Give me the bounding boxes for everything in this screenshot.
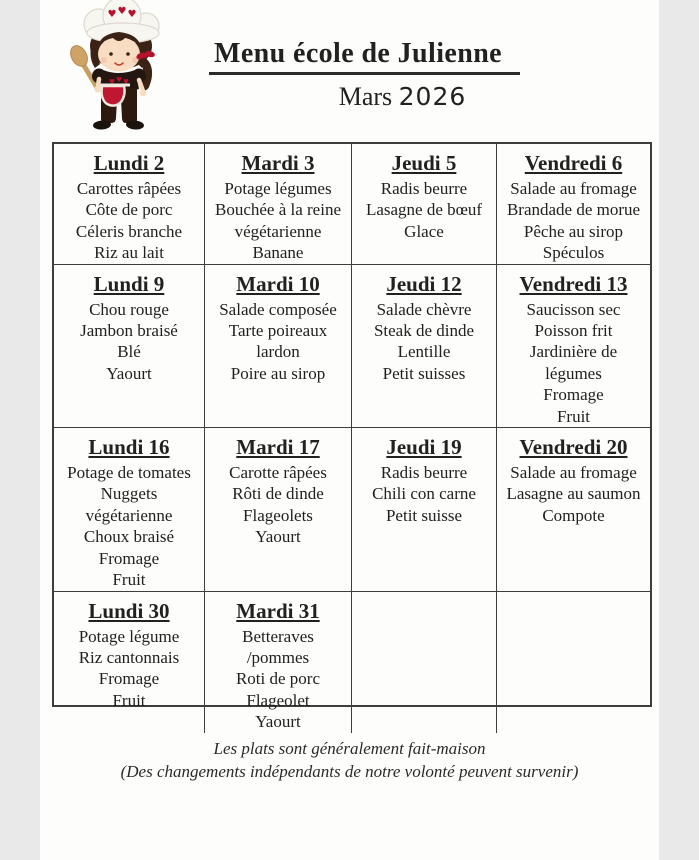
menu-item: Radis beurre	[380, 179, 468, 198]
menu-day-cell	[54, 428, 205, 591]
document-header	[40, 38, 659, 112]
day-title: Mardi 3	[241, 151, 315, 175]
menu-item: Fruit	[556, 406, 591, 426]
heart-icon: ♥	[122, 78, 130, 86]
menu-day-cell	[205, 592, 352, 733]
menu-item: Carotte râpées	[229, 463, 327, 483]
menu-item: Choux braisé	[83, 527, 175, 547]
menu-day-cell	[352, 592, 497, 733]
menu-item: Spéculos	[542, 243, 605, 263]
menu-item: Jambon braisé	[80, 321, 178, 341]
menu-item: Fromage	[543, 385, 604, 405]
day-title: Jeudi 5	[391, 151, 457, 175]
menu-item: Potage de tomates	[67, 463, 191, 483]
heart-icon: ♥	[108, 78, 116, 86]
menu-item: Céleris branche	[75, 221, 183, 241]
footer-note	[40, 738, 659, 784]
footer-line-2: (Des changements indépendants de notre volonté peuvent survenir)	[120, 761, 579, 781]
menu-item: Salade au fromage	[510, 463, 637, 483]
menu-item: Côte de porc	[85, 200, 173, 220]
menu-day-cell	[497, 144, 650, 265]
day-title: Vendredi 20	[519, 435, 628, 460]
heart-icon: ♥	[117, 6, 127, 17]
menu-item: Saucisson sec	[526, 299, 621, 319]
heart-icon: ♥	[127, 9, 137, 20]
menu-item: Fromage	[98, 669, 160, 689]
day-title: Lundi 2	[93, 151, 165, 175]
day-title: Jeudi 19	[386, 435, 462, 460]
menu-item: Riz cantonnais	[78, 647, 180, 667]
menu-item: Fromage	[98, 548, 160, 568]
menu-day-cell	[205, 265, 352, 428]
menu-item: Chili con carne	[372, 484, 476, 504]
menu-item: Carottes râpées	[76, 179, 182, 198]
menu-day-cell	[497, 265, 650, 428]
day-title: Lundi 9	[93, 271, 165, 296]
menu-day-cell	[205, 144, 352, 265]
menu-item: Poisson frit	[534, 321, 613, 341]
menu-item: Steak de dinde	[373, 321, 475, 341]
menu-item: Salade chèvre	[376, 299, 472, 319]
menu-item: Radis beurre	[380, 463, 468, 483]
menu-item: Rôti de dinde	[232, 484, 324, 504]
menu-item: Tarte poireaux lardon	[228, 321, 328, 362]
day-title: Mardi 10	[236, 271, 320, 296]
shoes	[93, 120, 145, 130]
menu-day-cell	[497, 428, 650, 591]
menu-item: Poire au sirop	[230, 363, 326, 383]
menu-item: Betteraves /pommes	[242, 626, 314, 667]
menu-item: Chou rouge	[89, 299, 169, 319]
menu-item: Lasagne au saumon	[506, 484, 641, 504]
day-title: Mardi 17	[236, 435, 320, 460]
menu-item: Pêche au sirop	[523, 221, 624, 241]
menu-item: Nuggets végétarienne	[85, 484, 173, 525]
menu-day-cell	[352, 144, 497, 265]
menu-item: Yaourt	[255, 712, 301, 732]
menu-item: Brandade de morue	[506, 200, 641, 220]
menu-item: Riz au lait	[94, 243, 164, 263]
menu-item: Petit suisse	[385, 505, 463, 525]
menu-item: Lentille	[397, 342, 451, 362]
page-title: Menu école de Julienne	[209, 38, 520, 75]
menu-item: Yaourt	[106, 363, 152, 383]
menu-grid	[52, 142, 652, 732]
menu-item: Fruit	[112, 570, 146, 590]
menu-item: Salade au fromage	[510, 179, 637, 198]
menu-day-cell	[352, 428, 497, 591]
menu-document	[40, 0, 659, 860]
menu-item: Flageolets	[243, 505, 313, 525]
menu-item: Potage légume	[78, 626, 180, 646]
footer-line-1: Les plats sont généralement fait-maison	[213, 739, 486, 758]
menu-day-cell	[497, 592, 650, 733]
day-title: Lundi 16	[88, 435, 170, 460]
page-subtitle	[93, 82, 699, 112]
month-label: Mars	[338, 82, 393, 111]
day-title: Jeudi 12	[386, 271, 462, 296]
menu-item: Yaourt	[255, 527, 301, 547]
menu-item: Lasagne de bœuf	[365, 200, 483, 220]
menu-item: Salade composée	[219, 299, 337, 319]
menu-item: Banane	[252, 243, 304, 263]
menu-day-cell	[54, 144, 205, 265]
menu-item: Roti de porc	[235, 669, 321, 689]
menu-item: Fruit	[112, 690, 146, 710]
menu-day-cell	[352, 265, 497, 428]
menu-item: Compote	[542, 505, 605, 525]
day-title: Vendredi 6	[524, 151, 623, 175]
menu-item: Flageolet	[246, 690, 310, 710]
menu-item: Jardinière de légumes	[529, 342, 618, 383]
menu-day-cell	[205, 428, 352, 591]
menu-day-cell	[54, 592, 205, 733]
menu-item: Petit suisses	[382, 363, 466, 383]
menu-item: Glace	[404, 221, 444, 241]
day-title: Vendredi 13	[519, 271, 628, 296]
heart-icon: ♥	[115, 76, 123, 84]
year-label: 2026	[398, 82, 467, 111]
menu-item: Bouchée à la reine végétarienne	[214, 200, 341, 241]
menu-item: Potage légumes	[224, 179, 332, 198]
day-title: Mardi 31	[236, 598, 320, 623]
menu-day-cell	[54, 265, 205, 428]
heart-icon: ♥	[107, 9, 117, 20]
menu-item: Blé	[117, 342, 141, 362]
day-title: Lundi 30	[88, 598, 170, 623]
